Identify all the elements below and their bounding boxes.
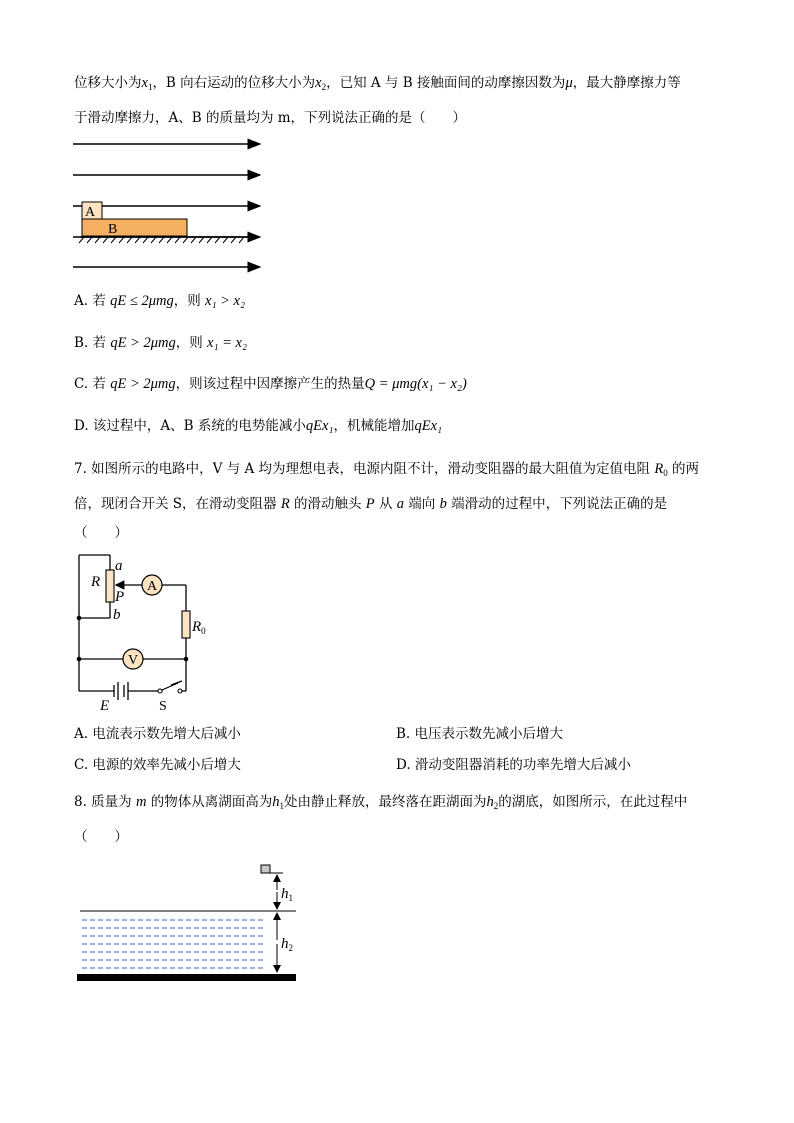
label-r: R	[91, 574, 101, 590]
block-b	[82, 219, 187, 236]
label-b: b	[113, 607, 121, 623]
h2-label: $h_2$	[281, 936, 293, 953]
q8-lake-figure	[74, 860, 304, 986]
q6-stem-line-2: 于滑动摩擦力，A、B 的质量均为 m，下列说法正确的是（ ）	[74, 110, 467, 126]
q7-option-d[interactable]: D. 滑动变阻器消耗的功率先增大后减小	[396, 757, 631, 773]
junction	[184, 657, 189, 662]
label-e: E	[100, 698, 110, 714]
label-a: a	[115, 558, 123, 574]
q6-option-d[interactable]: D. 该过程中，A、B 系统的电势能减小qEx₁，机械能增加qEx₁	[74, 418, 443, 434]
q6-stem-line-1: 位移大小为$x_1$，B 向右运动的位移大小为$x_2$，已知 A 与 B 接触面间的动摩擦因数为μ，最大静摩擦力等	[74, 75, 681, 92]
ammeter-label: A	[147, 579, 158, 594]
q7-option-b[interactable]: B. 电压表示数先减小后增大	[396, 726, 564, 742]
q7-answer-bracket: （ ）	[74, 525, 128, 541]
q7-stem-line-1: 7. 如图所示的电路中，V 与 A 均为理想电表，电源内阻不计，滑动变阻器的最大阻值为定值电阻 $R_0$ 的两	[74, 461, 699, 478]
block-a-label: A	[85, 205, 96, 220]
q6-option-b[interactable]: B. 若 qE > 2μmg，则 x₁ = x₂	[74, 335, 248, 351]
block-b-label: B	[108, 222, 118, 237]
label-s: S	[159, 699, 167, 714]
lake-bottom	[77, 974, 296, 981]
switch-contact	[178, 689, 182, 693]
voltmeter-label: V	[128, 653, 139, 668]
q6-option-a[interactable]: A. 若 qE ≤ 2μmg，则 x₁ > x₂	[74, 293, 246, 309]
battery	[114, 682, 128, 700]
junction	[77, 616, 82, 621]
q8-answer-bracket: （ ）	[74, 829, 128, 845]
q8-stem-line-1: 8. 质量为 m 的物体从离湖面高为$h_1$处由静止释放，最终落在距湖面为$h_2$的湖底，如图所示，在此过程中	[74, 794, 688, 811]
falling-object	[261, 865, 270, 873]
q6-option-c[interactable]: C. 若 qE > 2μmg，则该过程中因摩擦产生的热量Q = μmg(x₁ − x₂)	[74, 376, 467, 392]
switch-contact	[158, 689, 162, 693]
switch-blade	[162, 683, 178, 690]
label-p: P	[115, 589, 125, 605]
junction	[77, 657, 82, 662]
q7-circuit-diagram	[70, 545, 230, 715]
rheostat	[106, 570, 114, 602]
resistor-r0	[182, 611, 190, 638]
label-r0: $R_0$	[192, 619, 206, 636]
q7-option-c[interactable]: C. 电源的效率先减小后增大	[74, 757, 241, 773]
h1-label: $h_1$	[281, 886, 293, 903]
q7-option-a[interactable]: A. 电流表示数先增大后减小	[74, 726, 241, 742]
q6-figure-field-blocks	[70, 132, 270, 277]
q7-stem-line-2: 倍，现闭合开关 S，在滑动变阻器 R 的滑动触头 P 从 a 端向 b 端滑动的过程中，下列说法正确的是	[74, 496, 668, 512]
ground-hatching	[79, 237, 244, 243]
water-dashes	[82, 920, 264, 968]
